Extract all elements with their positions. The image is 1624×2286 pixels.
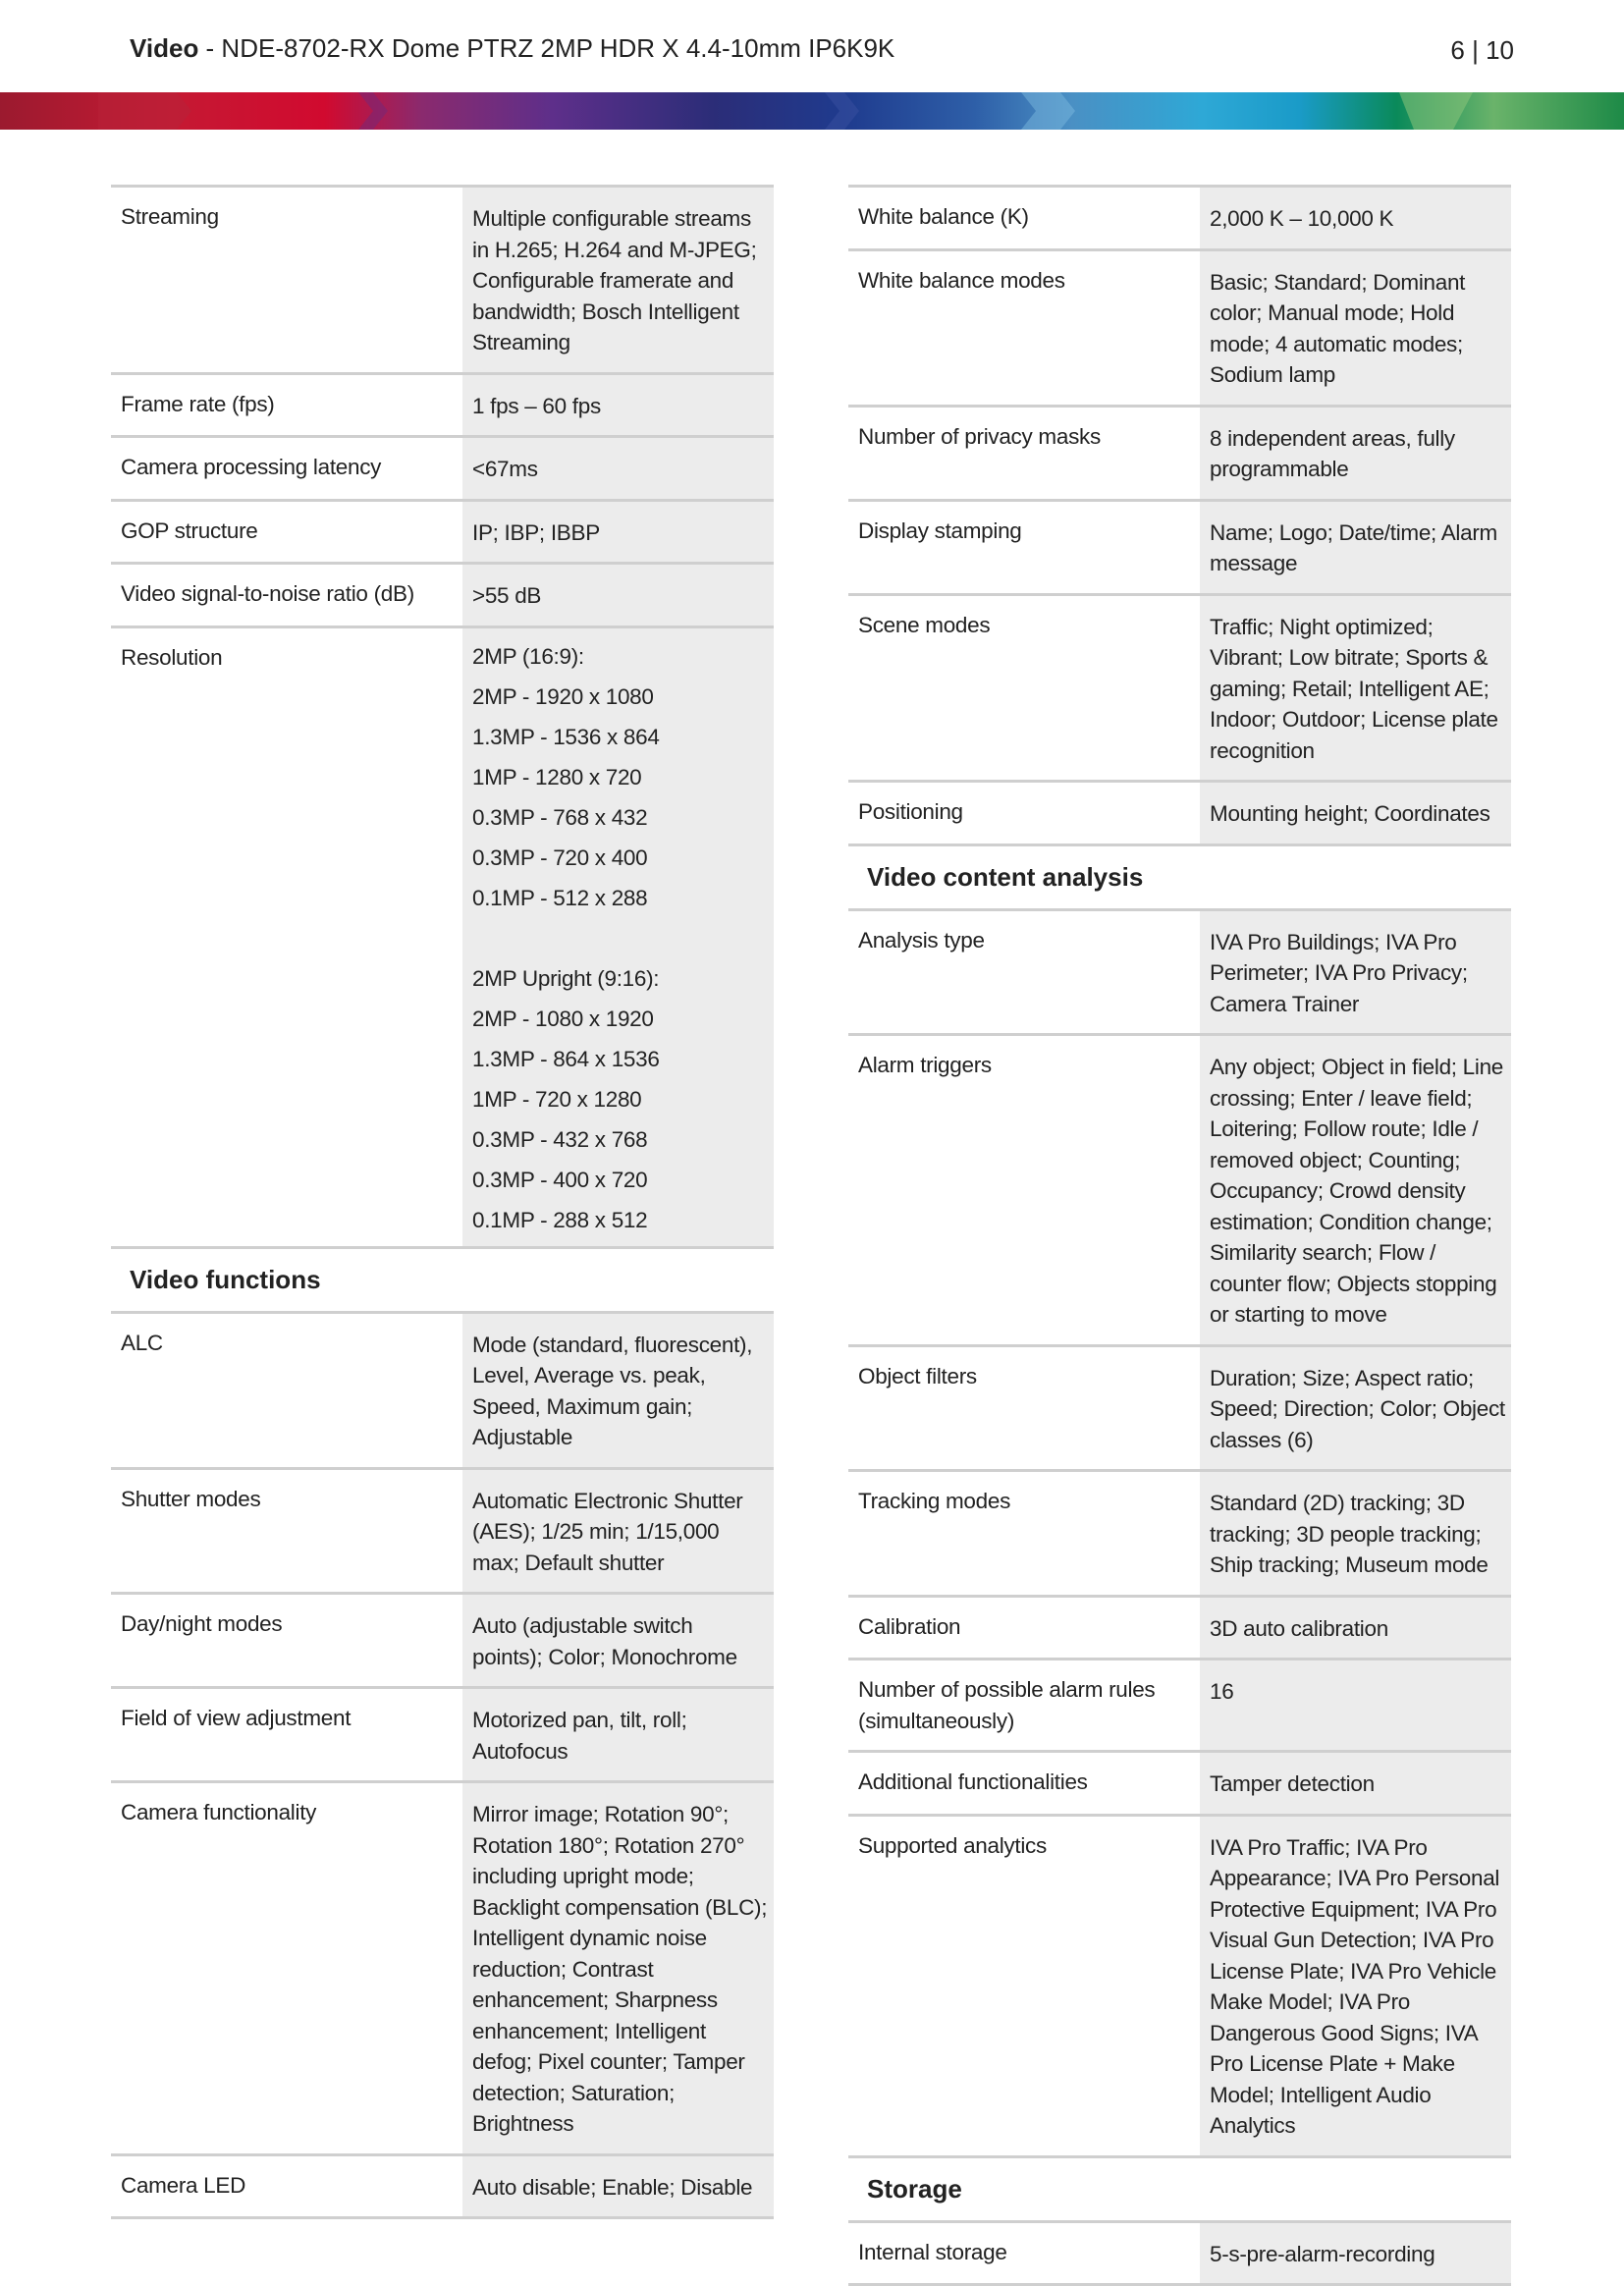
- spec-label: White balance (K): [848, 187, 1200, 250]
- spec-label: Display stamping: [848, 500, 1200, 594]
- video-spec-table: [111, 185, 774, 1249]
- spec-label: Streaming: [111, 187, 462, 374]
- storage-table: [848, 2223, 1511, 2286]
- table-row: [848, 1345, 1511, 1471]
- table-row: [848, 1471, 1511, 1597]
- table-row: [848, 594, 1511, 782]
- spec-label: Internal storage: [848, 2223, 1200, 2285]
- table-row: [848, 187, 1511, 250]
- table-row: [111, 187, 774, 374]
- resolution-item: 0.3MP - 720 x 400: [472, 838, 768, 878]
- spec-value: 16: [1200, 1660, 1511, 1752]
- spec-label: Field of view adjustment: [111, 1688, 462, 1782]
- table-row: [111, 564, 774, 627]
- spec-value: Standard (2D) tracking; 3D tracking; 3D people tracking; Ship tracking; Museum mode: [1200, 1471, 1511, 1597]
- section-heading-video-content-analysis: Video content analysis: [848, 846, 1511, 911]
- spec-label: Number of privacy masks: [848, 406, 1200, 500]
- spec-value: <67ms: [462, 437, 774, 501]
- resolution-item: 2MP Upright (9:16):: [472, 958, 768, 999]
- spec-label: Supported analytics: [848, 1815, 1200, 2156]
- table-row: [111, 1782, 774, 2155]
- spec-label: Camera LED: [111, 2154, 462, 2218]
- resolution-item: 0.1MP - 512 x 288: [472, 878, 768, 918]
- spec-label: Shutter modes: [111, 1468, 462, 1594]
- table-row: [111, 1314, 774, 1469]
- page-number: 6 | 10: [1450, 35, 1514, 66]
- image-settings-table: [848, 185, 1511, 846]
- spec-label: ALC: [111, 1314, 462, 1469]
- spec-value: Mirror image; Rotation 90°; Rotation 180°; Rotation 270° including upright mode; Backlight compensation (BLC); Intelligent dynamic noise reduction; Contrast enhancement; Sharpness enhancement; Intelligent defog; Pixel counter; Tamper detection; Saturation; Brightness: [462, 1782, 774, 2155]
- left-column: [111, 185, 774, 2219]
- spec-label: Positioning: [848, 782, 1200, 845]
- spec-value: Multiple configurable streams in H.265; H.264 and M-JPEG; Configurable framerate and bandwidth; Bosch Intelligent Streaming: [462, 187, 774, 374]
- spec-label: Calibration: [848, 1596, 1200, 1660]
- spec-value: IVA Pro Buildings; IVA Pro Perimeter; IVA Pro Privacy; Camera Trainer: [1200, 911, 1511, 1035]
- table-row: [848, 500, 1511, 594]
- resolution-item: 1.3MP - 1536 x 864: [472, 717, 768, 757]
- spec-label: Tracking modes: [848, 1471, 1200, 1597]
- resolution-item: 2MP - 1080 x 1920: [472, 999, 768, 1039]
- spec-label: Camera functionality: [111, 1782, 462, 2155]
- spec-label: Video signal-to-noise ratio (dB): [111, 564, 462, 627]
- resolution-item: 0.3MP - 400 x 720: [472, 1160, 768, 1200]
- spec-label: Analysis type: [848, 911, 1200, 1035]
- table-row: [848, 782, 1511, 845]
- spec-value: 1 fps – 60 fps: [462, 373, 774, 437]
- section-heading-video-functions: Video functions: [111, 1249, 774, 1314]
- spec-value: Tamper detection: [1200, 1752, 1511, 1816]
- spec-value: Auto (adjustable switch points); Color; Monochrome: [462, 1594, 774, 1688]
- spec-label: Additional functionalities: [848, 1752, 1200, 1816]
- resolution-item: 0.3MP - 432 x 768: [472, 1119, 768, 1160]
- resolution-list: [462, 626, 774, 1247]
- spacer: [472, 918, 768, 958]
- table-row: [848, 1660, 1511, 1752]
- title-category: Video: [130, 33, 198, 63]
- spec-label: GOP structure: [111, 500, 462, 564]
- table-row: [111, 437, 774, 501]
- spec-label: Alarm triggers: [848, 1035, 1200, 1346]
- spec-label: Camera processing latency: [111, 437, 462, 501]
- spec-label: Scene modes: [848, 594, 1200, 782]
- spec-value: 3D auto calibration: [1200, 1596, 1511, 1660]
- table-row: [848, 1815, 1511, 2156]
- spec-value: IVA Pro Traffic; IVA Pro Appearance; IVA Pro Personal Protective Equipment; IVA Pro Visual Gun Detection; IVA Pro License Plate; IVA Pro Vehicle Make Model; IVA Pro Dangerous Good Signs; IVA Pro License Plate + Make Model; Intelligent Audio Analytics: [1200, 1815, 1511, 2156]
- table-row: [111, 1688, 774, 1782]
- table-row: [848, 249, 1511, 406]
- spec-label: Object filters: [848, 1345, 1200, 1471]
- resolution-item: 0.1MP - 288 x 512: [472, 1200, 768, 1240]
- spec-value: 8 independent areas, fully programmable: [1200, 406, 1511, 500]
- resolution-item: 1MP - 1280 x 720: [472, 757, 768, 797]
- section-heading-storage: Storage: [848, 2158, 1511, 2223]
- table-row: [848, 911, 1511, 1035]
- spec-value: 2,000 K – 10,000 K: [1200, 187, 1511, 250]
- page-header: [130, 33, 1514, 73]
- spec-label: Frame rate (fps): [111, 373, 462, 437]
- spec-value: IP; IBP; IBBP: [462, 500, 774, 564]
- resolution-item: 0.3MP - 768 x 432: [472, 797, 768, 838]
- vca-table: [848, 911, 1511, 2158]
- resolution-item: 1MP - 720 x 1280: [472, 1079, 768, 1119]
- table-row: [848, 406, 1511, 500]
- table-row-resolution: [111, 626, 774, 1247]
- spec-label: Number of possible alarm rules (simultaneously): [848, 1660, 1200, 1752]
- table-row: [111, 1468, 774, 1594]
- table-row: [848, 1752, 1511, 1816]
- spec-value: Any object; Object in field; Line crossing; Enter / leave field; Loitering; Follow route; Idle / removed object; Counting; Occupancy; Crowd density estimation; Condition change; Similarity search; Flow / counter flow; Objects stopping or starting to move: [1200, 1035, 1511, 1346]
- spec-label: Day/night modes: [111, 1594, 462, 1688]
- table-row: [111, 1594, 774, 1688]
- spec-label: Resolution: [111, 626, 462, 1247]
- table-row: [111, 373, 774, 437]
- spec-value: Traffic; Night optimized; Vibrant; Low bitrate; Sports & gaming; Retail; Intelligent AE; Indoor; Outdoor; License plate recognition: [1200, 594, 1511, 782]
- video-functions-table: [111, 1314, 774, 2220]
- resolution-item: 2MP (16:9):: [472, 636, 768, 677]
- table-row: [848, 1596, 1511, 1660]
- table-row: [848, 1035, 1511, 1346]
- spec-value: >55 dB: [462, 564, 774, 627]
- resolution-item: 1.3MP - 864 x 1536: [472, 1039, 768, 1079]
- brand-color-band: [0, 92, 1624, 130]
- spec-value: Mounting height; Coordinates: [1200, 782, 1511, 845]
- document-title: [130, 33, 894, 63]
- resolution-item: 2MP - 1920 x 1080: [472, 677, 768, 717]
- spec-label: White balance modes: [848, 249, 1200, 406]
- spec-value: Name; Logo; Date/time; Alarm message: [1200, 500, 1511, 594]
- spec-value: Auto disable; Enable; Disable: [462, 2154, 774, 2218]
- table-row: [111, 2154, 774, 2218]
- spec-value: Motorized pan, tilt, roll; Autofocus: [462, 1688, 774, 1782]
- spec-value: Basic; Standard; Dominant color; Manual mode; Hold mode; 4 automatic modes; Sodium lamp: [1200, 249, 1511, 406]
- table-row: [111, 500, 774, 564]
- spec-value: 5-s-pre-alarm-recording: [1200, 2223, 1511, 2285]
- right-column: [848, 185, 1511, 2286]
- spec-value: Mode (standard, fluorescent), Level, Average vs. peak, Speed, Maximum gain; Adjustable: [462, 1314, 774, 1469]
- spec-value: Automatic Electronic Shutter (AES); 1/25 min; 1/15,000 max; Default shutter: [462, 1468, 774, 1594]
- table-row: [848, 2223, 1511, 2285]
- spec-value: Duration; Size; Aspect ratio; Speed; Direction; Color; Object classes (6): [1200, 1345, 1511, 1471]
- title-product: - NDE-8702-RX Dome PTRZ 2MP HDR X 4.4-10mm IP6K9K: [198, 33, 894, 63]
